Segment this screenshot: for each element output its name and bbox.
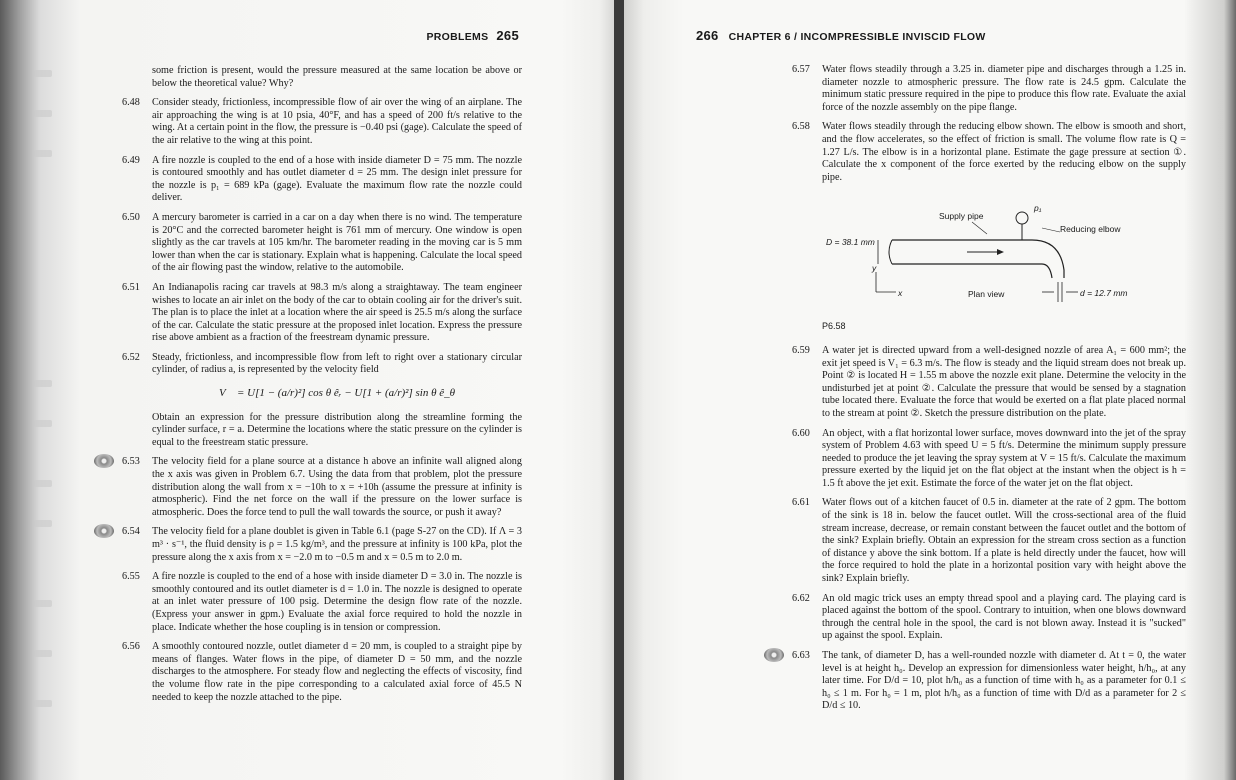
p1-label: p₁ xyxy=(1034,203,1042,214)
problem-number: 6.60 xyxy=(792,427,810,439)
figure-caption: P6.58 xyxy=(822,321,846,332)
problem-text: The velocity field for a plane doublet is given in Table 6.1 (page S-27 on the CD). If Λ = 3 m³ · s⁻¹, the fluid density is ρ = 1.5 kg/m³, and the pressure at infinity is 100 kPa, plot the pressure along the x axis from x = −2.0 m to −0.5 m and x = 0.5 m to 2.0 m. xyxy=(152,526,522,563)
problem-text: Water flows steadily through the reducing elbow shown. The elbow is smooth and short, and the flow accelerates, so the effect of friction is small. The volume flow rate is Q = 1.27 L/s. The elbow is in a horizontal plane. Estimate the gage pressure at section ①. Calculate the x component of the force exerted by the reducing elbow on the supply pipe. xyxy=(822,121,1186,183)
problem-text: Steady, frictionless, and incompressible flow from left to right over a stationary circular cylinder, of radius a, is represented by the velocity field xyxy=(152,351,522,376)
right-text-column xyxy=(792,64,1186,720)
problem-text: A fire nozzle is coupled to the end of a hose with inside diameter D = 75 mm. The nozzle is contoured smoothly and has outlet diameter d = 25 mm. The design inlet pressure for the nozzle is p₁ = 689 kPa (gage). Evaluate the maximum flow rate the nozzle could deliver. xyxy=(152,154,522,204)
problem-6-55 xyxy=(122,571,522,634)
problem-number: 6.52 xyxy=(122,351,140,363)
problem-6-52-continued: Obtain an expression for the pressure distribution along the streamline forming the cylinder surface, r = a. Determine the locations where the static pressure on the cylinder is equal to the freestream static pressure. xyxy=(152,411,522,448)
header-title: PROBLEMS xyxy=(426,31,489,43)
supply-pipe-label: Supply pipe xyxy=(939,211,984,222)
cd-icon xyxy=(94,454,114,468)
problem-text: An object, with a flat horizontal lower surface, moves downward into the jet of the spray system of Problem 4.63 with speed U = 5 ft/s. Determine the minimum supply pressure needed to produce the jet leaving the spray system at V = 15 ft/s. Calculate the maximum pressure exerted by the liquid jet on the flat object at the instant when the object is h = 1.5 ft above the jet exit. Estimate the force of the water jet on the flat object. xyxy=(822,427,1186,489)
header-title: CHAPTER 6 / INCOMPRESSIBLE INVISCID FLOW xyxy=(728,31,986,43)
left-text-column xyxy=(122,65,522,711)
problem-text: The tank, of diameter D, has a well-rounded nozzle with diameter d. At t = 0, the water level is at height h₀. Develop an expression for dimensionless water height, h/h₀, at any later time. For D/d = 10, plot h/h₀ as a function of time with h₀ as a parameter for 0.1 ≤ h₀ ≤ 1 m. For h₀ = 1 m, plot h/h₀ as a function of time with D/d as a parameter for 2 ≤ D/d ≤ 10. xyxy=(822,650,1186,712)
x-axis-label: x xyxy=(898,288,903,299)
problem-6-63 xyxy=(792,650,1186,713)
problem-number: 6.55 xyxy=(122,571,140,583)
problem-text: Water flows steadily through a 3.25 in. diameter pipe and discharges through a 1.25 in. diameter nozzle to atmospheric pressure. The flow rate is 24.5 gpm. Calculate the minimum static pressure required in the pipe to produce this flow rate. Evaluate the axial force of the nozzle assembly on the pipe flange. xyxy=(822,64,1186,113)
problem-6-52 xyxy=(122,352,522,377)
problem-number: 6.61 xyxy=(792,497,810,509)
d-dimension-label: d = 12.7 mm xyxy=(1080,288,1128,299)
problem-6-56 xyxy=(122,641,522,704)
problem-number: 6.50 xyxy=(122,211,140,223)
right-page xyxy=(624,0,1236,780)
problem-6-59 xyxy=(792,345,1186,421)
problem-6-49 xyxy=(122,155,522,205)
problem-6-51 xyxy=(122,282,522,345)
problem-6-48 xyxy=(122,97,522,147)
problem-6-57 xyxy=(792,64,1186,114)
problem-text: Consider steady, frictionless, incompressible flow of air over the wing of an airplane. The air approaching the wing is at 10 psia, 40°F, and has a speed of 200 ft/s relative to the wing. At a certain point in the flow, the pressure is −0.40 psi (gage). Calculate the speed of the air relative to the wing at this point. xyxy=(152,97,522,146)
problem-number: 6.51 xyxy=(122,281,140,293)
problem-number: 6.63 xyxy=(792,650,810,661)
problem-number: 6.49 xyxy=(122,154,140,166)
problem-number: 6.58 xyxy=(792,121,810,133)
left-page xyxy=(0,0,614,780)
D-dimension-label: D = 38.1 mm xyxy=(826,237,875,248)
problem-text: An Indianapolis racing car travels at 98.3 m/s along a straightaway. The team engineer wishes to locate an air inlet on the body of the car to obtain cooling air for the driver's suit. The plan is to place the inlet at a location where the air speed is 25.5 m/s along the surface of the car. Calculate the static pressure at the proposed inlet location. Express the pressure rise above ambient as a fraction of the freestream dynamic pressure. xyxy=(152,281,522,344)
problem-text: A smoothly contoured nozzle, outlet diameter d = 20 mm, is coupled to a straight pipe by means of flanges. Water flows in the pipe, of diameter D = 50 mm, and the nozzle discharges to the atmosphere. For steady flow and neglecting the effects of viscosity, find the volume flow rate in the pipe corresponding to a calculated axial force of 45.5 N needed to keep the nozzle attached to the pipe. xyxy=(152,641,522,703)
problem-text: Water flows out of a kitchen faucet of 0.5 in. diameter at the rate of 2 gpm. The bottom of the sink is 18 in. below the faucet outlet. Will the cross-sectional area of the fluid stream increase, decrease, or remain constant between the faucet outlet and the bottom of the sink? Explain briefly. Obtain an expression for the stream cross section as a function of distance y above the sink bottom. If a plate is held directly under the faucet, how will the force required to hold the plate in a horizontal position vary with height above the sink? Explain briefly. xyxy=(822,497,1186,585)
page-number: 266 xyxy=(696,28,719,43)
problem-6-58 xyxy=(792,121,1186,184)
right-running-header xyxy=(696,28,986,43)
plan-view-label: Plan view xyxy=(968,289,1005,300)
problem-text: A water jet is directed upward from a well-designed nozzle of area A₁ = 600 mm²; the exit jet speed is V₁ = 6.3 m/s. The flow is steady and the liquid stream does not break up. Point ② is located H = 1.55 m above the nozzle exit plane. Determine the velocity in the undisturbed jet at point ②. Calculate the pressure that would be sensed by a stagnation tube located there. Evaluate the force that would be exerted on a flat plate placed normal to the stream at point ②. Sketch the pressure distribution on the plate. xyxy=(822,344,1186,419)
problem-6-50 xyxy=(122,212,522,275)
y-axis-label: y xyxy=(872,263,877,274)
problem-number: 6.53 xyxy=(122,456,140,468)
page-number: 265 xyxy=(496,28,519,43)
book-gutter xyxy=(614,0,624,780)
problem-text: A mercury barometer is carried in a car on a day when there is no wind. The temperature is 20°C and the corrected barometer height is 761 mm of mercury. One window is open slightly as the car travels at 105 km/hr. The barometer reading in the moving car is 5 mm lower than when the car is stationary. Explain what is happening. Calculate the local speed of the air flowing past the window, relative to the automobile. xyxy=(152,211,522,274)
problem-text: The velocity field for a plane source at a distance h above an infinite wall aligned along the x axis was given in Problem 6.7. Using the data from that problem, plot the pressure distribution along the wall from x = −10h to x = +10h (assume the pressure at infinity is atmospheric). Find the net force on the wall if the pressure on the lower surface is atmospheric. Does the force tend to pull the wall towards the source, or push it away? xyxy=(152,456,522,518)
problem-6-54 xyxy=(122,526,522,564)
cd-icon xyxy=(94,524,114,538)
velocity-field-equation: V⃗ = U[1 − (a/r)²] cos θ êᵣ − U[1 + (a/r)²] sin θ ê_θ xyxy=(218,387,456,400)
problem-text: A fire nozzle is coupled to the end of a hose with inside diameter D = 3.0 in. The nozzle is smoothly contoured and its outlet diameter is d = 1.0 in. The nozzle is designed to operate at an inlet water pressure of 100 psig. Determine the design flow rate of the nozzle. (Express your answer in gpm.) Evaluate the axial force required to hold the nozzle in place. Indicate whether the hose coupling is in tension or compression. xyxy=(152,571,522,633)
problem-number: 6.48 xyxy=(122,97,140,109)
problem-number: 6.57 xyxy=(792,64,810,75)
continued-text: some friction is present, would the pressure measured at the same location be above or below the theoretical value? Why? xyxy=(152,65,522,89)
left-running-header xyxy=(427,28,520,43)
problem-6-53 xyxy=(122,456,522,519)
reducing-elbow-figure xyxy=(792,192,1186,312)
page-edge-shadow xyxy=(0,0,60,780)
reducing-elbow-label: Reducing elbow xyxy=(1060,224,1121,235)
cd-icon xyxy=(764,648,784,662)
problem-6-60 xyxy=(792,428,1186,491)
problem-number: 6.54 xyxy=(122,526,140,538)
problem-number: 6.59 xyxy=(792,344,810,356)
problem-6-62 xyxy=(792,593,1186,643)
problem-number: 6.62 xyxy=(792,592,810,604)
problem-text: An old magic trick uses an empty thread spool and a playing card. The playing card is placed against the bottom of the spool. Contrary to intuition, when one blows downward through the central hole in the spool, the card is not blown away. Instead it is "sucked" up against the spool. Explain. xyxy=(822,592,1186,642)
problem-number: 6.56 xyxy=(122,641,140,653)
problem-6-61 xyxy=(792,497,1186,585)
